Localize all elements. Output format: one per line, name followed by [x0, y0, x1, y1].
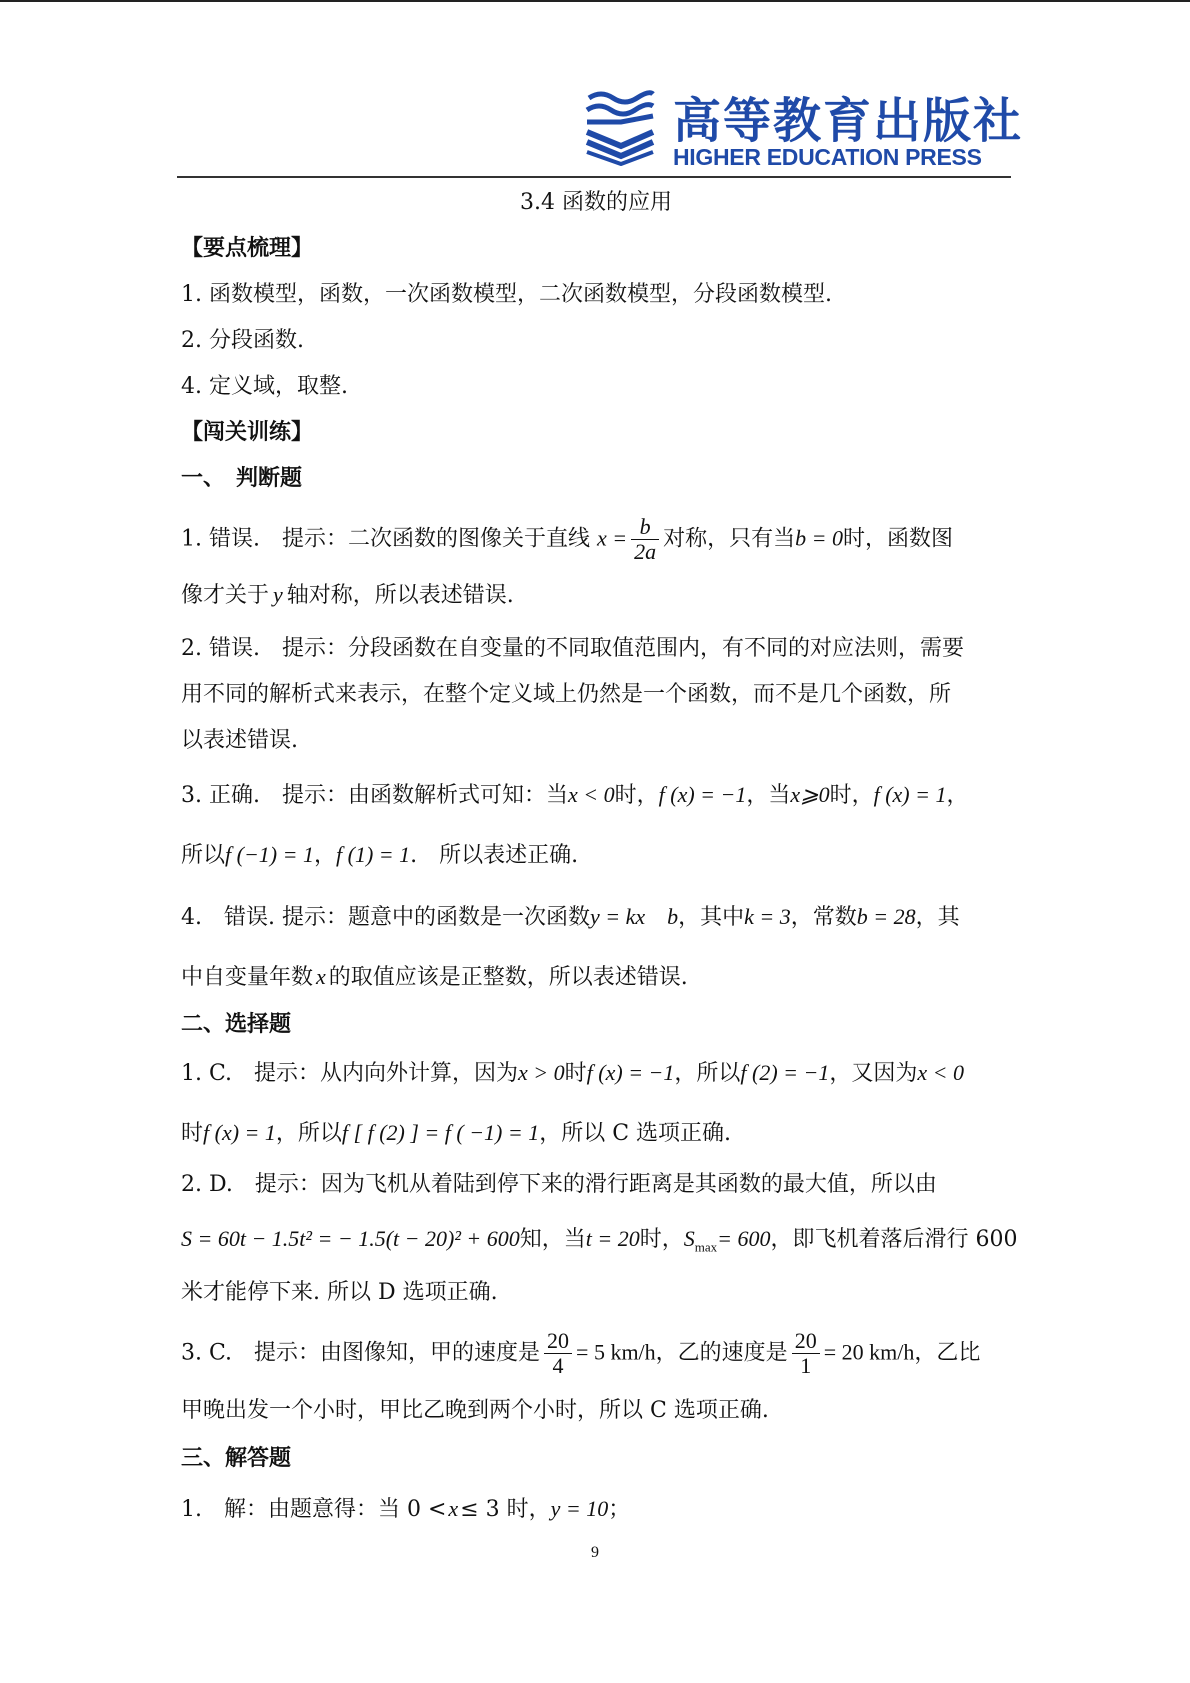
choice-q2-line1: 2. D. 提示：因为飞机从着陆到停下来的滑行距离是其函数的最大值，所以由: [181, 1172, 937, 1197]
choice-q3-line1: [181, 1329, 980, 1378]
point-item: 1. 函数模型，函数，一次函数模型，二次函数模型，分段函数模型.: [181, 282, 832, 307]
text: 时: [564, 1061, 587, 1086]
text: 轴对称，所以表述错误.: [286, 583, 514, 608]
answer-q1-line1: [181, 1493, 630, 1526]
math: t = 20: [585, 1226, 640, 1251]
fraction: [544, 1329, 572, 1378]
fraction-denominator: 2a: [634, 539, 657, 564]
judge-q4-line2: [181, 961, 688, 994]
fraction-numerator: 20: [792, 1329, 820, 1354]
text: ；: [608, 1497, 631, 1522]
text: 3. C. 提示：由图像知，甲的速度是: [181, 1340, 541, 1366]
text: 时: [181, 1121, 204, 1146]
text: ，所以: [275, 1121, 342, 1146]
publisher-name-en: HIGHER EDUCATION PRESS: [673, 144, 982, 170]
choice-q3-line2: 甲晚出发一个小时，甲比乙晚到两个小时，所以 C 选项正确.: [181, 1398, 769, 1423]
math: x⩾0: [790, 782, 830, 807]
judge-q2-line3: 以表述错误.: [181, 728, 298, 753]
math: f [ f (2) ] = f ( −1) = 1: [341, 1120, 540, 1145]
text: 所以: [181, 843, 226, 868]
math: f (x) = 1: [873, 782, 947, 807]
math: = 600: [717, 1226, 771, 1251]
text: ，其: [915, 905, 960, 930]
judge-q3-line2: [181, 839, 578, 872]
text: 中自变量年数: [181, 965, 314, 990]
math: f (2) = −1: [740, 1060, 830, 1085]
math: x: [316, 964, 326, 989]
text: ，乙比: [914, 1340, 981, 1366]
fraction-numerator: 20: [544, 1329, 572, 1354]
math: x =: [596, 525, 628, 551]
judge-q2-line2: 用不同的解析式来表示，在整个定义域上仍然是一个函数，而不是几个函数，所: [181, 682, 952, 707]
top-border-rule: [0, 0, 1190, 2]
math: x < 0: [567, 782, 615, 807]
publisher-emblem-icon: [581, 86, 661, 166]
math: f (x) = −1: [586, 1060, 675, 1085]
math-subscript: max: [694, 1239, 718, 1255]
text: ，常数: [790, 905, 857, 930]
page-title: 3.4 函数的应用: [520, 190, 672, 215]
page-header: [177, 84, 1024, 178]
judge-q4-line1: [181, 901, 960, 934]
math: f (x) = 1: [203, 1120, 276, 1145]
text: 1. 解：由题意得：当 0 <: [181, 1497, 447, 1522]
text: ，所以: [674, 1061, 741, 1086]
text: 对称，只有当: [663, 526, 796, 552]
math: S = 60t − 1.5t² = − 1.5(t − 20)² + 600: [181, 1226, 520, 1251]
section-heading-training: 【闯关训练】: [181, 420, 314, 445]
text: 时，: [614, 783, 659, 808]
fraction-denominator: 1: [800, 1353, 812, 1378]
text: ，: [946, 783, 969, 808]
math: = 20 km/h: [823, 1339, 915, 1365]
section-heading-points: 【要点梳理】: [181, 236, 314, 261]
math: y = 10: [550, 1496, 609, 1521]
text: 像才关于: [181, 583, 270, 608]
text: 时，: [829, 783, 874, 808]
math: f (x) = −1: [658, 782, 747, 807]
text: . 所以表述正确.: [410, 843, 579, 868]
judge-q1-line1: [181, 515, 953, 564]
text: 1. 错误. 提示：二次函数的图像关于直线: [181, 526, 590, 552]
choice-q1-line1: [181, 1057, 964, 1090]
math: x < 0: [917, 1060, 965, 1085]
math: y = kx b: [589, 904, 679, 929]
math: b = 28: [856, 904, 916, 929]
point-item: 2. 分段函数.: [181, 328, 304, 353]
math: f (1) = 1: [336, 842, 411, 867]
math: y: [273, 582, 283, 607]
text: 的取值应该是正整数，所以表述错误.: [328, 965, 688, 990]
judge-q2-line1: 2. 错误. 提示：分段函数在自变量的不同取值范围内，有不同的对应法则，需要: [181, 636, 964, 661]
text: 1. C. 提示：从内向外计算，因为: [181, 1061, 519, 1086]
text: 4. 错误. 提示：题意中的函数是一次函数: [181, 905, 590, 930]
math: x > 0: [518, 1060, 565, 1085]
math: = 5 km/h: [576, 1339, 656, 1365]
math: k = 3: [744, 904, 791, 929]
choice-q2-line2: [181, 1223, 1018, 1263]
fraction-numerator: b: [631, 515, 659, 540]
fraction: [631, 515, 659, 564]
part-heading-answer: 三、解答题: [181, 1446, 292, 1471]
choice-q1-line2: [181, 1117, 731, 1150]
header-rule: [177, 176, 1011, 178]
fraction: [792, 1329, 820, 1378]
fraction-denominator: 4: [552, 1353, 564, 1378]
text: ，即飞机着落后滑行 600: [770, 1227, 1018, 1252]
math: x: [448, 1496, 459, 1521]
text: ，当: [746, 783, 791, 808]
text: ≤ 3 时，: [460, 1497, 551, 1522]
math: S: [683, 1226, 695, 1251]
text: 时，函数图: [842, 526, 953, 552]
math: b = 0: [795, 525, 843, 551]
text: 3. 正确. 提示：由函数解析式可知：当: [181, 783, 568, 808]
text: ，其中: [678, 905, 745, 930]
publisher-name-cn: 高等教育出版社: [673, 93, 1024, 149]
publisher-logo: [581, 84, 1024, 170]
math: f (−1) = 1: [225, 842, 314, 867]
text: 时，: [639, 1227, 684, 1252]
judge-q3-line1: [181, 779, 968, 812]
judge-q1-line2: [181, 579, 514, 612]
part-heading-choice: 二、选择题: [181, 1012, 292, 1037]
text: ，所以 C 选项正确.: [539, 1121, 732, 1146]
text: ，: [313, 843, 336, 868]
text: ，乙的速度是: [655, 1340, 788, 1366]
text: ，又因为: [829, 1061, 918, 1086]
point-item: 4. 定义域，取整.: [181, 374, 348, 399]
part-heading-judge: 一、 判断题: [181, 466, 303, 491]
page-number: 9: [591, 1544, 599, 1561]
choice-q2-line3: 米才能停下来. 所以 D 选项正确.: [181, 1280, 498, 1305]
text: 知，当: [519, 1227, 586, 1252]
